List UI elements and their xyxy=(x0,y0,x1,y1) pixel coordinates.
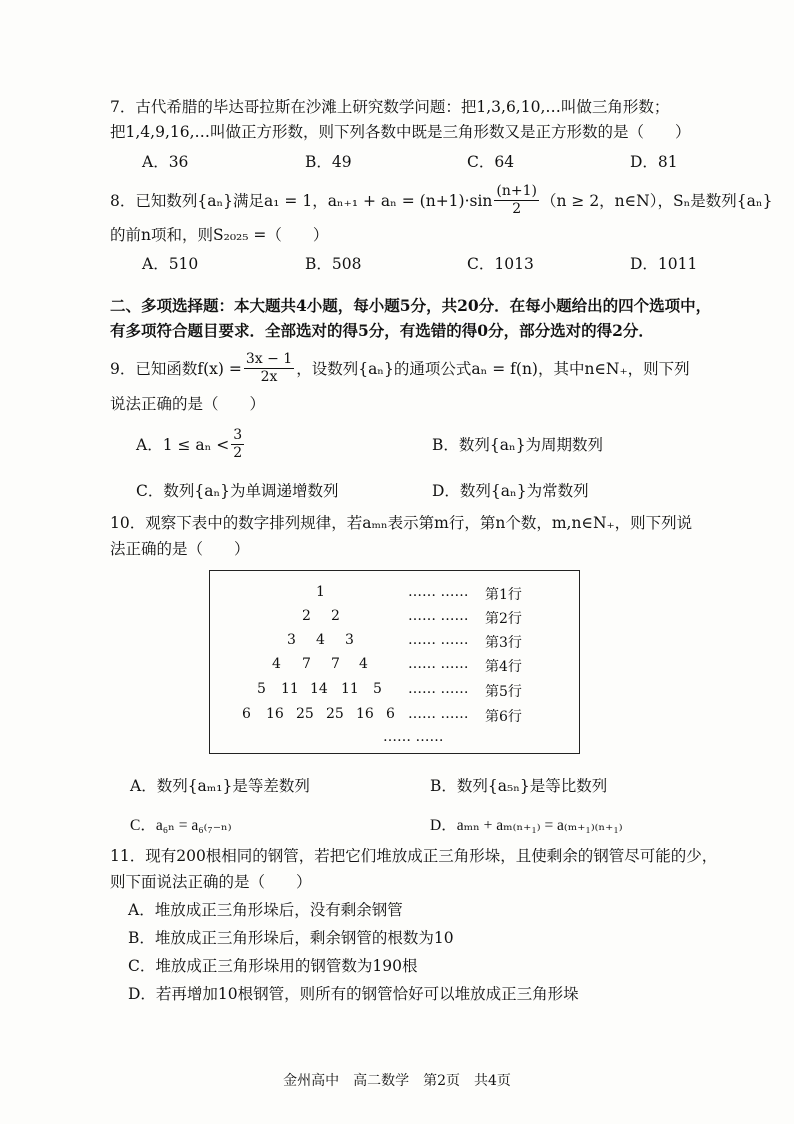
q9-option-b: B．数列{aₙ}为周期数列 xyxy=(432,436,604,454)
q9-tail: ，设数列{aₙ}的通项公式aₙ = f(n)，其中n∈N₊，则下列 xyxy=(296,360,690,378)
q10-line1: 10．观察下表中的数字排列规律，若aₘₙ表示第m行，第n个数，m,n∈N₊，则下列说 xyxy=(110,514,693,532)
q11-line1: 11．现有200根相同的钢管，若把它们堆放成正三角形垛，且使剩余的钢管尽可能的少， xyxy=(110,847,718,865)
q7-line1: 7．古代希腊的毕达哥拉斯在沙滩上研究数学问题：把1,3,6,10,…叫做三角形数； xyxy=(110,98,670,116)
q9-option-a-fraction xyxy=(231,427,244,462)
q7-option-b: B．49 xyxy=(305,153,352,171)
q7-line2: 把1,4,9,16,…叫做正方形数，则下列各数中既是三角形数又是正方形数的是（ ） xyxy=(110,123,691,141)
q11-line2: 则下面说法正确的是（ ） xyxy=(110,873,312,891)
q9-option-a-lead: A．1 ≤ aₙ < xyxy=(136,436,230,454)
table-row4-dots: …… …… xyxy=(408,656,469,672)
table-row2-n2: 2 xyxy=(331,608,340,624)
q8-option-d: D．1011 xyxy=(630,255,698,273)
table-row6-n4: 25 xyxy=(326,706,344,722)
table-row3-dots: …… …… xyxy=(408,632,469,648)
q8-frac-num: (n+1) xyxy=(496,182,537,199)
q8-line1 xyxy=(110,180,772,220)
q9-option-c: C．数列{aₙ}为单调递增数列 xyxy=(136,482,339,500)
table-row2-dots: …… …… xyxy=(408,608,469,624)
table-row1-n1: 1 xyxy=(316,584,325,600)
table-row5-n4: 11 xyxy=(341,681,359,697)
table-row4-n4: 4 xyxy=(359,656,368,672)
table-row5-dots: …… …… xyxy=(408,681,469,697)
q9-option-a-num: 3 xyxy=(233,426,243,443)
table-row6-n2: 16 xyxy=(266,706,284,722)
table-row4-n2: 7 xyxy=(302,656,311,672)
table-row1-label: 第1行 xyxy=(485,587,522,603)
q10-option-d: D．aₘₙ + aₘ₍ₙ₊₁₎ = a₍ₘ₊₁₎₍ₙ₊₁₎ xyxy=(430,817,623,834)
q11-option-a: A．堆放成正三角形垛后，没有剩余钢管 xyxy=(128,901,403,919)
section2-line2: 有多项符合题目要求．全部选对的得5分，有选错的得0分，部分选对的得2分． xyxy=(110,321,654,340)
table-row5-n2: 11 xyxy=(281,681,299,697)
q9-line2: 说法正确的是（ ） xyxy=(110,395,266,413)
q9-fraction xyxy=(244,351,294,386)
q9-option-a-den: 2 xyxy=(233,444,243,461)
table-row5-n5: 5 xyxy=(373,681,382,697)
q7-option-c: C．64 xyxy=(467,153,515,171)
q9-lead: 9．已知函数f(x) = xyxy=(110,360,242,378)
page-footer: 金州高中 高二数学 第2页 共4页 xyxy=(283,1073,511,1089)
q11-option-b: B．堆放成正三角形垛后，剩余钢管的根数为10 xyxy=(128,929,454,947)
table-row3-label: 第3行 xyxy=(485,635,522,651)
q11-option-d: D．若再增加10根钢管，则所有的钢管恰好可以堆放成正三角形垛 xyxy=(128,985,579,1003)
q9-option-d: D．数列{aₙ}为常数列 xyxy=(432,482,589,500)
q9-frac-num: 3x − 1 xyxy=(245,350,293,367)
table-row5-label: 第5行 xyxy=(485,684,522,700)
section2-line1: 二、多项选择题：本大题共4小题，每小题5分，共20分．在每小题给出的四个选项中， xyxy=(110,296,712,315)
table-row2-n1: 2 xyxy=(302,608,311,624)
q7-option-a: A．36 xyxy=(142,153,189,171)
q8-option-c: C．1013 xyxy=(467,255,534,273)
q8-fraction xyxy=(494,183,539,218)
q8-lead: 8．已知数列{aₙ}满足a₁ = 1，aₙ₊₁ + aₙ = (n+1)·sin xyxy=(110,192,493,210)
q9-option-a xyxy=(136,422,246,466)
table-row4-n1: 4 xyxy=(272,656,281,672)
table-trailing-dots: …… …… xyxy=(383,729,444,745)
table-row2-label: 第2行 xyxy=(485,611,522,627)
table-row6-n5: 16 xyxy=(356,706,374,722)
table-row3-n3: 3 xyxy=(345,632,354,648)
table-row4-n3: 7 xyxy=(331,656,340,672)
table-row6-label: 第6行 xyxy=(485,709,522,725)
q10-option-a: A．数列{aₘ₁}是等差数列 xyxy=(130,777,310,795)
table-row6-n6: 6 xyxy=(386,706,395,722)
q10-option-c: C．a₆ₙ = a₆₍₇₋ₙ₎ xyxy=(130,817,232,834)
table-row4-label: 第4行 xyxy=(485,659,522,675)
table-row5-n1: 5 xyxy=(257,681,266,697)
table-row1-dots: …… …… xyxy=(408,584,469,600)
q9-frac-den: 2x xyxy=(260,368,278,385)
q8-option-a: A．510 xyxy=(142,255,199,273)
table-row6-dots: …… …… xyxy=(408,706,469,722)
table-row6-n3: 25 xyxy=(296,706,314,722)
q8-tail: （n ≥ 2，n∈N），Sₙ是数列{aₙ} xyxy=(541,192,773,210)
q11-option-c: C．堆放成正三角形垛用的钢管数为190根 xyxy=(128,957,418,975)
q7-option-d: D．81 xyxy=(630,153,678,171)
table-row6-n1: 6 xyxy=(242,706,251,722)
q9-line1 xyxy=(110,346,690,390)
q8-option-b: B．508 xyxy=(305,255,362,273)
q8-line2: 的前n项和，则S₂₀₂₅ =（ ） xyxy=(110,226,329,244)
number-triangle-table xyxy=(209,570,580,754)
q8-frac-den: 2 xyxy=(512,200,522,217)
table-row5-n3: 14 xyxy=(310,681,328,697)
q10-line2: 法正确的是（ ） xyxy=(110,540,250,558)
q10-option-b: B．数列{a₅ₙ}是等比数列 xyxy=(430,777,608,795)
table-row3-n1: 3 xyxy=(287,632,296,648)
table-row3-n2: 4 xyxy=(316,632,325,648)
